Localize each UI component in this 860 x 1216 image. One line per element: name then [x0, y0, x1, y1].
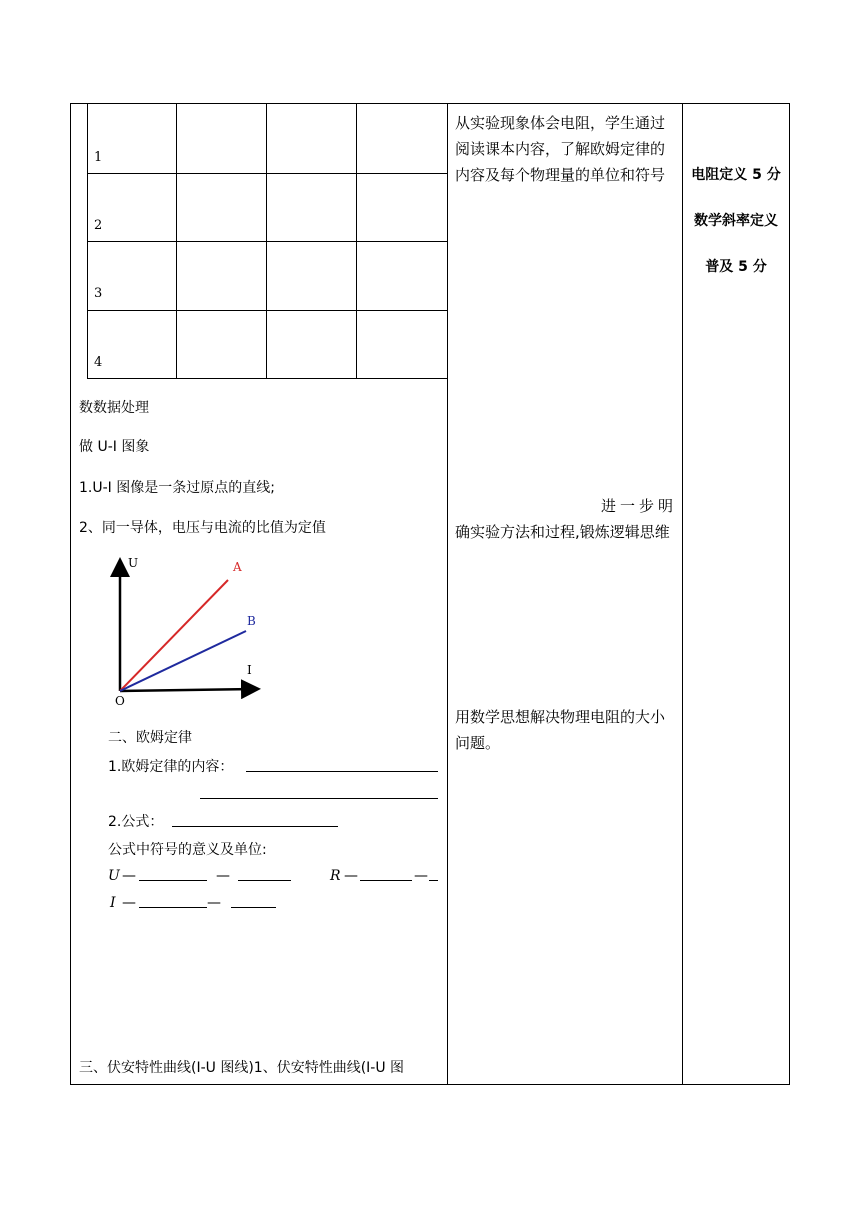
u-unit-blank [238, 880, 291, 881]
dash: — [344, 868, 358, 884]
dash: — [414, 868, 428, 884]
volt-ampere-heading: 三、伏安特性曲线(I-U 图线)1、伏安特性曲线(I-U 图 [79, 1060, 405, 1076]
dash: — [122, 868, 136, 884]
i-meaning-blank [139, 907, 207, 908]
line-a [120, 580, 228, 691]
ui-graph [100, 552, 270, 712]
symbol-meaning-label: 公式中符号的意义及单位: [108, 842, 267, 858]
axis-i-label: I [247, 663, 252, 677]
ui-graph-point-2: 2、同一导体，电压与电流的比值为定值 [79, 520, 326, 536]
score-line-2: 数学斜率定义 [694, 213, 778, 229]
symbol-r: R [330, 868, 341, 884]
formula-blank [172, 826, 338, 827]
axis-u-label: U [128, 556, 139, 570]
u-meaning-blank [139, 880, 207, 881]
line-b [120, 631, 246, 691]
table-left-border [70, 103, 71, 1085]
ohm-law-content-label: 1.欧姆定律的内容： [108, 759, 234, 775]
i-unit-blank [231, 907, 276, 908]
symbol-i: I [110, 895, 116, 911]
symbol-u: U [108, 868, 120, 884]
row-label: 2 [94, 218, 103, 233]
middle-text-2-body: 确实验方法和过程,锻炼逻辑思维 [455, 523, 670, 541]
r-meaning-blank [360, 880, 412, 881]
middle-text-2-head: 进一步明 [600, 497, 677, 515]
ohm-law-heading: 二、欧姆定律 [108, 730, 192, 746]
inner-row-2 [87, 241, 447, 242]
inner-row-3 [87, 310, 447, 311]
ohm-law-content-blank-1 [246, 771, 438, 772]
line-a-label: A [233, 560, 242, 574]
score-line-3: 普及 5 分 [705, 259, 767, 275]
r-unit-blank [429, 880, 438, 881]
score-line-1: 电阻定义 5 分 [691, 167, 781, 183]
table-right-border [789, 103, 790, 1085]
inner-row-1 [87, 173, 447, 174]
x-axis [120, 689, 256, 691]
data-processing-heading: 数数据处理 [79, 400, 149, 416]
middle-text-3: 用数学思想解决物理电阻的大小问题。 [455, 708, 666, 752]
middle-block-1 [455, 110, 677, 188]
line-b-label: B [247, 614, 256, 628]
row-label: 4 [94, 355, 103, 370]
middle-text-1: 从实验现象体会电阻，学生通过阅读课本内容，了解欧姆定律的内容及每个物理量的单位和符号 [455, 114, 666, 184]
dash: — [207, 895, 221, 911]
row-label: 3 [94, 286, 103, 301]
row-label: 1 [94, 150, 103, 165]
middle-block-2 [455, 493, 677, 545]
ohm-law-content-blank-2 [200, 798, 438, 799]
ui-graph-heading: 做 U-I 图象 [79, 439, 150, 455]
dash: — [122, 895, 136, 911]
ui-graph-point-1: 1.U-I 图像是一条过原点的直线; [79, 480, 275, 496]
formula-label: 2.公式： [108, 814, 164, 830]
dash: — [216, 868, 230, 884]
middle-block-3 [455, 704, 677, 756]
origin-label: O [115, 694, 125, 708]
ui-graph-svg [100, 552, 270, 712]
col-divider-1 [447, 103, 448, 1085]
inner-row-4 [87, 378, 447, 379]
col-divider-2 [682, 103, 683, 1085]
